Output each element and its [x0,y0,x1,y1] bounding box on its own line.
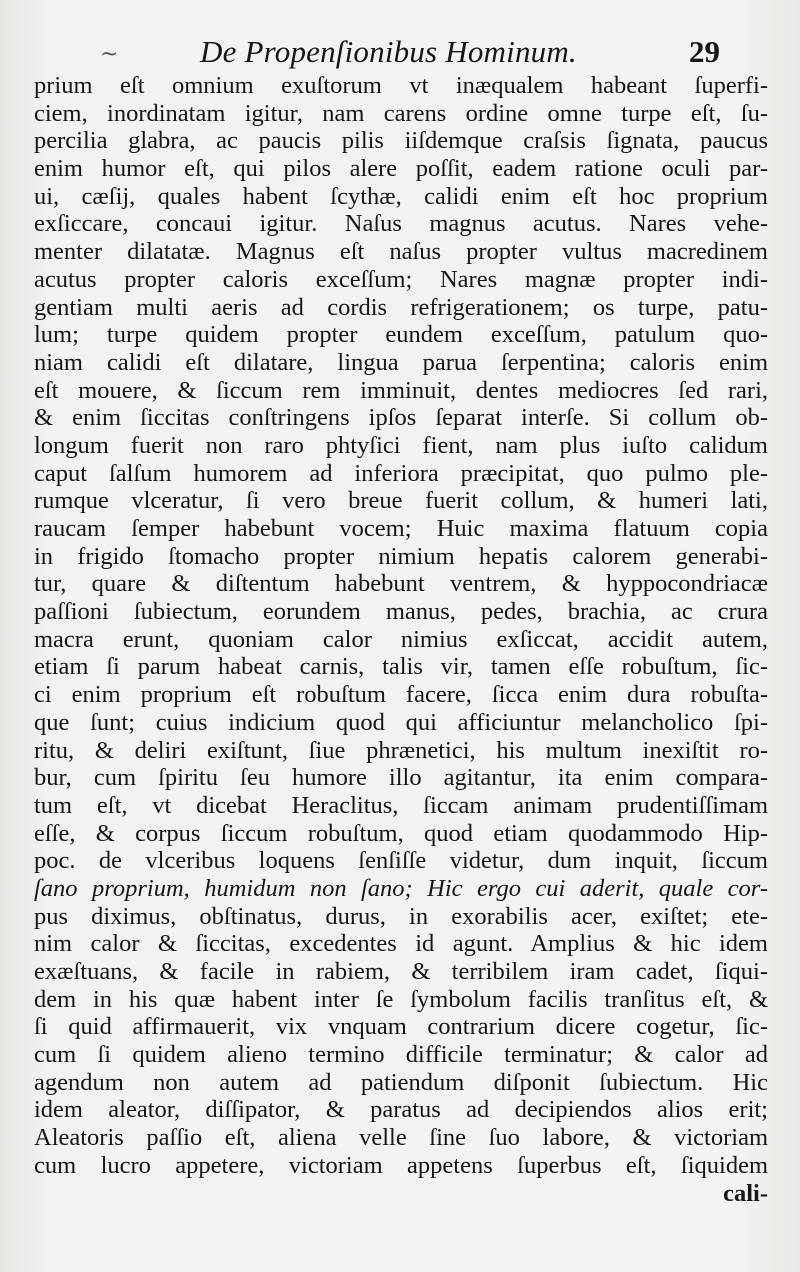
page-number: 29 [689,34,720,69]
text-line: cum lucro appetere, victoriam appetens ſuperbus eſt, ſiquidem [34,1151,768,1179]
text-line: ci enim proprium eſt robuſtum facere, ſicca enim dura robuſta- [34,681,768,709]
text-line: idem aleator, diſſipator, & paratus ad decipiendos alios erit; [34,1096,768,1124]
text-line: gentiam multi aeris ad cordis refrigerationem; os turpe, patu- [34,293,768,321]
text-line: etiam ſi parum habeat carnis, talis vir, tamen eſſe robuſtum, ſic- [34,653,768,681]
text-line: eſſe, & corpus ſiccum robuſtum, quod etiam quodammodo Hip- [34,819,768,847]
text-line: macra erunt, quoniam calor nimius exſiccat, accidit autem, [34,625,768,653]
text-line: tur, quare & diſtentum habebunt ventrem, & hyppocondriacæ [34,570,768,598]
text-line: ſano proprium, humidum non ſano; Hic ergo cui aderit, quale cor- [34,874,768,902]
text-line: ritu, & deliri exiſtunt, ſiue phrænetici, his multum inexiſtit ro- [34,736,768,764]
text-line: & enim ſiccitas conſtringens ipſos ſeparat interſe. Si collum ob- [34,404,768,432]
text-line: raucam ſemper habebunt vocem; Huic maxima flatuum copia [34,515,768,542]
text-line: que ſunt; cuius indicium quod qui afficiuntur melancholico ſpi- [34,708,768,736]
text-line: rumque vlceratur, ſi vero breue fuerit collum, & humeri lati, [34,487,768,515]
text-line: nim calor & ſiccitas, excedentes id agunt. Amplius & hic idem [34,930,768,958]
text-line: exæſtuans, & facile in rabiem, & terribilem iram cadet, ſiqui- [34,958,768,985]
text-line: cum ſi quidem alieno termino difficile terminatur; & calor ad [34,1041,768,1069]
text-line: in frigido ſtomacho propter nimium hepatis calorem generabi- [34,542,768,570]
header-mark: ~ [100,42,119,67]
text-line: agendum non autem ad patiendum diſponit ſubiectum. Hic [34,1068,768,1096]
text-line: eſt mouere, & ſiccum rem imminuit, dentes mediocres ſed rari, [34,376,768,404]
text-line: lum; turpe quidem propter eundem exceſſum, patulum quo- [34,321,768,349]
text-line: ui, cæſij, quales habent ſcythæ, calidi enim eſt hoc proprium [34,182,768,210]
text-line: percilia glabra, ac paucis pilis iiſdemque craſsis ſignata, paucus [34,127,768,155]
text-line: niam calidi eſt dilatare, lingua parua ſerpentina; caloris enim [34,348,768,376]
text-line: dem in his quæ habent inter ſe ſymbolum facilis tranſitus eſt, & [34,985,768,1013]
text-line: exſiccare, concaui igitur. Naſus magnus acutus. Nares vehe- [34,210,768,238]
text-line: Aleatoris paſſio eſt, aliena velle ſine ſuo labore, & victoriam [34,1124,768,1152]
catchword: cali- [723,1179,768,1207]
text-line: acutus propter caloris exceſſum; Nares magnæ propter indi- [34,265,768,293]
text-line: longum fuerit non raro phtyſici fient, nam plus iuſto calidum [34,431,768,459]
running-title: De Propenſionibus Hominum. [200,34,577,69]
text-line: paſſioni ſubiectum, eorundem manus, pedes, brachia, ac crura [34,598,768,626]
text-line: ciem, inordinatam igitur, nam carens ordine omne turpe eſt, ſu- [34,99,768,127]
text-line: bur, cum ſpiritu ſeu humore illo agitantur, ita enim compara- [34,764,768,792]
text-line: prium eſt omnium exuſtorum vt inæqualem habeant ſuperfi- [34,72,768,99]
text-line: tum eſt, vt dicebat Heraclitus, ſiccam animam prudentiſſimam [34,791,768,819]
text-line: enim humor eſt, qui pilos alere poſſit, eadem ratione oculi par- [34,155,768,183]
text-line: menter dilatatæ. Magnus eſt naſus propter vultus macredinem [34,238,768,266]
text-line: pus diximus, obſtinatus, durus, in exorabilis acer, exiſtet; ete- [34,902,768,930]
text-line: poc. de vlceribus loquens ſenſiſſe videtur, dum inquit, ſiccum [34,847,768,875]
body-text [34,72,768,1207]
text-line: ſi quid affirmauerit, vix vnquam contrarium dicere cogetur, ſic- [34,1013,768,1041]
text-line: caput ſalſum humorem ad inferiora præcipitat, quo pulmo ple- [34,459,768,487]
